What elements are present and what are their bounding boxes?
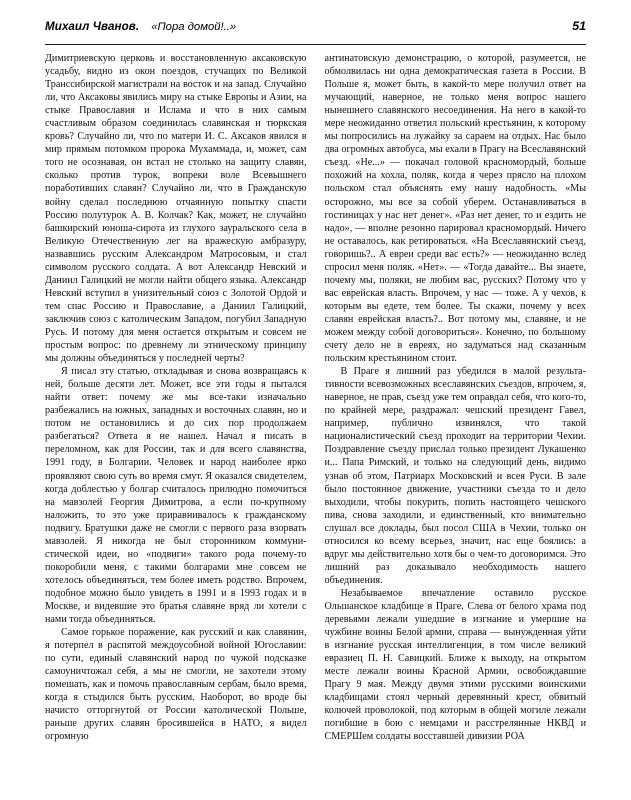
running-head-title: «Пора домой!..» (151, 21, 237, 33)
paragraph: В Праге я лишний раз убедился в малой результативности всевозможных всеславянских съездов, впрочем, я, наверное, не прав, съезд уже тем оправдал себя, что кого-то, по крайней мере, раздражал: чешский президент Гавел, например, публично извинялся, что такой националистический съезд проходит на территории Чехии. Поздравление съезду прислал только президент Лукашенко и... Папа Римский, и только на следующий день, видимо узнав об этом, Патриарх Московский и всея Руси. В зале было постоянное движение, участники съезда то и дело выходили, чтобы покурить, попить настоящего чешского пива, снова заходили, и единственный, кто внимательно слушал все доклады, был посол США в Чехии, только он относился ко всему всерьез, значит, нас еще боялись: а вдруг мы действительно хотя бы о чем-то договоримся. Это лишний раз доказывало необходимость нашего объединения. (324, 366, 586, 586)
paragraph: Незабываемое впечатление оставило русское Ольшанское кладбище в Праге. Слева от белого храма под деревьями лежали ушедшие в изгнание и умершие на чужбине воины Белой армии, справа — вынужденная уйти в изгнание русская интеллигенция, в том числе великий евразиец П. Н. Савицкий. Ближе к выходу, на открытом месте лежали воины Красной Армии, освобождавшие Прагу 9 мая. Между двумя этими русскими воинскими кладбищами стоял черный деревянный крест, обвитый колючей проволокой, под которым в общей могиле лежали погибшие в бою с немцами и расстрелянные НКВД и СМЕРШем солдаты восставшей дивизии РОА (324, 587, 586, 743)
paragraph: антинатовскую демонстрацию, о которой, разумеется, не обмолвилась ни одна демократическая газета в России. В Польше я, может быть, в какой-то мере получил ответ на мучающий, наверное, не только меня вопрос нашего нынешнего славянского несоединения. На него в какой-то мере неожиданно ответил польский крестьянин, к которому мы попросились на лужайку за сараем на отдых. Нас было два огромных автобуса, мы ехали в Прагу на Всеславянский съезд. «Не...» — покачал головой красномордый, больше похожий на хохла, поляк, когда я через прясло на плохом польском стал объяснять ему нашу надобность. «Мы осторожно, мы все за собой уберем. Останавливаться в гостиницах у нас нет денег». «Раз нет денег, то и ездить не надо», — вполне резонно парировал красномордый. Ничего не оставалось, как ретироваться. «На Всеславянский съезд, говоришь?.. А евреи среди вас есть?» — неожиданно вслед спросил меня поляк. «Нет». — «Тогда давайте... Вы знаете, почему мы, поляки, не любим вас, русских? Потому что у вас еврейская власть. Впрочем, у нас — тоже. А у чехов, к которым вы едете, тем более. Ты скажи, почему у всех славян еврейская власть?.. Вот потому мы, славяне, и не можем между собой договориться». Конечно, по большому счету дело не в евреях, но задуматься над сказанным польским крестьянином стоит. (324, 53, 586, 365)
page-number: 51 (572, 19, 586, 33)
running-head-author: Михаил Чванов. (45, 20, 140, 33)
body-columns (45, 52, 586, 792)
left-column (45, 52, 307, 792)
running-head (45, 19, 586, 45)
paragraph: Самое горькое поражение, как русский и как славянин, я потерпел в распятой междоусобной войной Югославии: по сути, единый славянский народ по чужой подсказке самоуничтожал себя, а мы не смогли, не захотели этому помешать, как и помочь православным сербам, было время, когда я стыдился быть русским. Наоборот, во вроде бы начисто отторгнутой от России католической Польше, раньше других славян бросившейся в НАТО, я видел огромную (45, 627, 307, 743)
paragraph: Димитриевскую церковь и восстановленную аксаковскую усадьбу, видно из окон поездов, стучащих по Великой Транссибирской магистрали на восток и на запад. Случайно ли, что Аксаковы явились миру на стыке Европы и Азии, на стыке Православия и Ислама и что в них самым счастливым образом соединилась славянская и тюркская кровь? Случайно ли, что по матери И. С. Аксаков явился в мир прямым потомком пророка Мухаммада, и, может, сам того не осознавая, он встал не столько на защиту славян, сколько против турок, вопреки воле Всевышнего поработивших славян? Случайно ли, что в Гражданскую войну сделал последнюю отчаянную попытку спасти Россию полутурок А. В. Колчак? Как, может, не случайно башкирский юноша-сирота из глухого зауральского села в Великую Отечественную лег на вражескую амбразуру, назвавшись русским Александром Матросовым, и стал символом русского солдата. А вот Александр Невский и Даниил Галицкий не могли найти общего языка. Александр Невский вступил в унизительный союз с Золотой Ордой и тем спас Россию и Православие, а Даниил Галицкий, заключив союз с католическим Западом, погубил Западную Русь. И потому для меня остается открытым и совсем не простым вопрос: по древнему ли этническому принципу мы должны объединяться у последней черты? (45, 53, 307, 365)
running-head-left (45, 20, 236, 33)
right-column (325, 52, 587, 792)
paragraph: Я писал эту статью, откладывая и снова возвращаясь к ней, больше десяти лет. Может, все эти годы я пытался найти ответ: почему же мы все-таки изначально разбежались на южных, западных и восточных славян, но и потом не остановились и до сих пор продолжаем разбегаться? Ответа я не нашел. Начал я писать в переломном, как для России, так и для всего славянства, 1991 году, в Болгарии. Человек и народ наиболее ярко проявляют свою суть во время смут. Я оказался свидетелем, когда доблестью у болгар считалось прилюдно помочиться на мавзолей Георгия Димитрова, а если по-крупному наложить, то это уже приравнивалось к гражданскому подвигу. Братушки даже не смогли с первого раза взорвать мавзолей. Я никогда не был сторонником коммунистической идеи, но «подвиги» такого рода почему-то покоробили меня, с такими болгарами мне совсем не хотелось объединяться, тем более иметь родство. Впрочем, подобное можно было увидеть в 1991 и в 1993 годах и в Москве, и видевшие это братья славяне вряд ли хотели с нами тогда объединяться. (45, 366, 307, 626)
